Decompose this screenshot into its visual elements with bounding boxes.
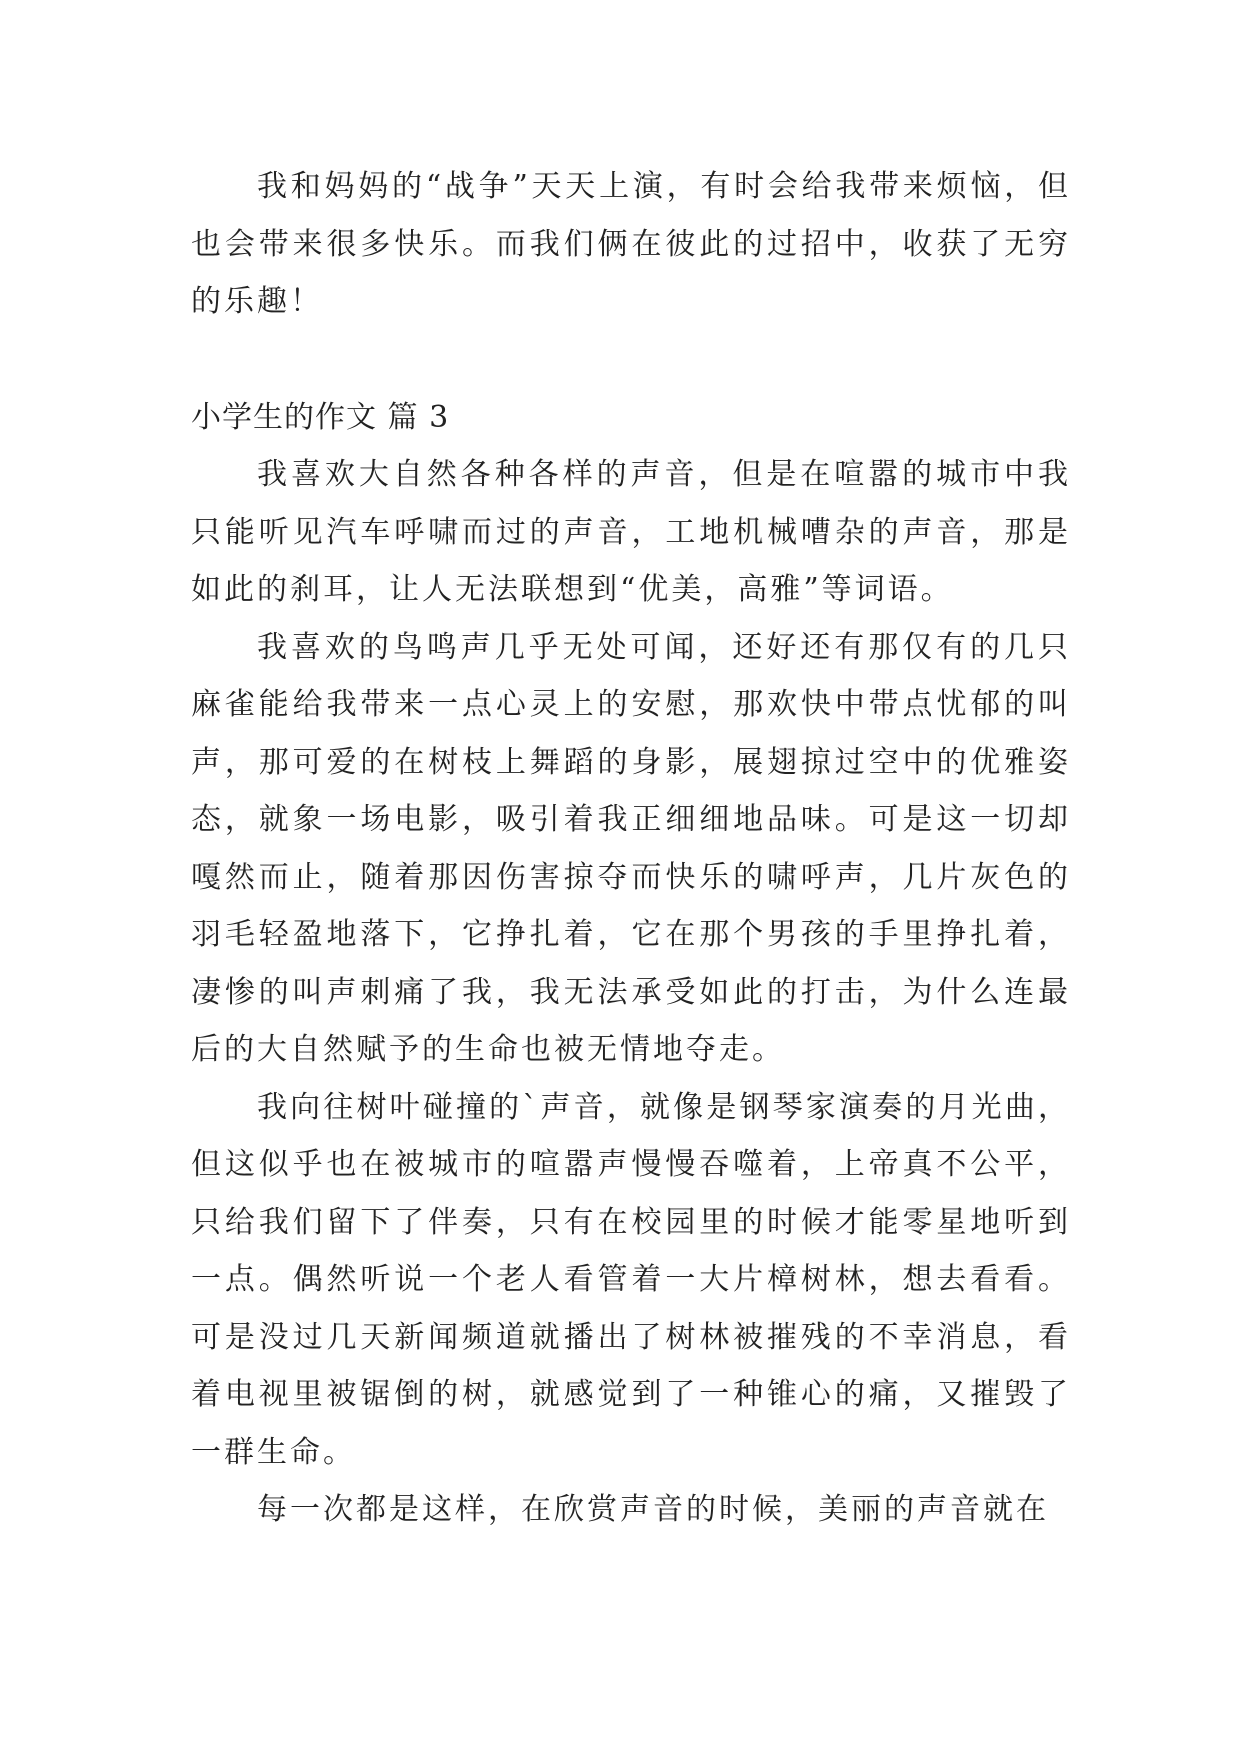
document-body bbox=[191, 158, 1071, 1539]
body-paragraph: 每一次都是这样，在欣赏声音的时候，美丽的声音就在 bbox=[257, 1492, 1049, 1527]
section-spacer bbox=[191, 331, 1071, 389]
intro-paragraph: 我和妈妈的“战争”天天上演，有时会给我带来烦恼，但也会带来很多快乐。而我们俩在彼此的过招中，收获了无穷的乐趣！ bbox=[191, 169, 1071, 319]
body-paragraph: 我喜欢的鸟鸣声几乎无处可闻，还好还有那仅有的几只麻雀能给我带来一点心灵上的安慰，那欢快中带点忧郁的叫声，那可爱的在树枝上舞蹈的身影，展翅掠过空中的优雅姿态，就象一场电影，吸引着我正细细地品味。可是这一切却嘎然而止，随着那因伤害掠夺而快乐的啸呼声，几片灰色的羽毛轻盈地落下，它挣扎着，它在那个男孩的手里挣扎着，凄惨的叫声刺痛了我，我无法承受如此的打击，为什么连最后的大自然赋予的生命也被无情地夺走。 bbox=[191, 629, 1071, 1067]
section-title: 小学生的作文 篇 3 bbox=[191, 399, 450, 435]
body-paragraph: 我喜欢大自然各种各样的声音，但是在喧嚣的城市中我只能听见汽车呼啸而过的声音，工地机械嘈杂的声音，那是如此的刹耳，让人无法联想到“优美，高雅”等词语。 bbox=[191, 457, 1071, 607]
body-paragraph: 我向往树叶碰撞的`声音，就像是钢琴家演奏的月光曲，但这似乎也在被城市的喧嚣声慢慢吞噬着，上帝真不公平，只给我们留下了伴奏，只有在校园里的时候才能零星地听到一点。偶然听说一个老人看管着一大片樟树林，想去看看。可是没过几天新闻频道就播出了树林被摧残的不幸消息，看着电视里被锯倒的树，就感觉到了一种锥心的痛，又摧毁了一群生命。 bbox=[191, 1089, 1071, 1470]
